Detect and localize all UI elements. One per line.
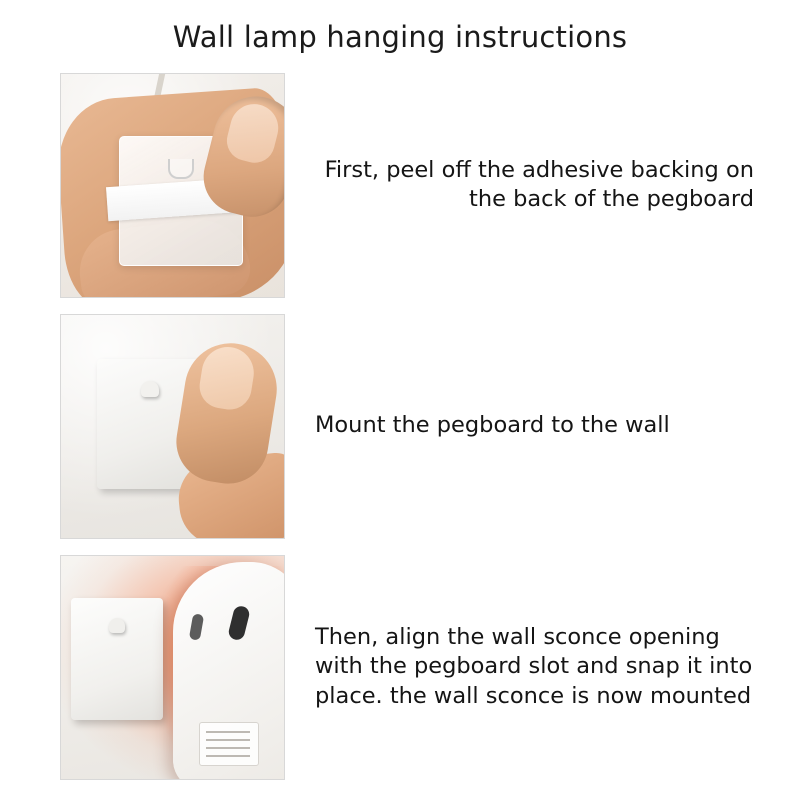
step-3-photo <box>60 555 285 780</box>
pegboard-shape <box>71 598 163 720</box>
step-1-photo <box>60 73 285 298</box>
steps-list <box>0 73 800 780</box>
pegboard-slot-shape <box>168 159 194 179</box>
sconce-label-shape <box>199 722 259 766</box>
step-2-photo <box>60 314 285 539</box>
step-1-caption: First, peel off the adhesive backing on the back of the pegboard <box>324 156 754 213</box>
step-2-caption: Mount the pegboard to the wall <box>315 412 670 439</box>
instruction-step-2 <box>0 314 800 539</box>
sconce-vent-shape <box>227 604 251 641</box>
pegboard-hook-shape <box>109 618 125 633</box>
instruction-step-1 <box>0 73 800 298</box>
step-3-caption: Then, align the wall sconce opening with the pegboard slot and snap it into place. the wall sconce is now mounted <box>315 623 753 710</box>
sconce-opening-shape <box>189 613 204 641</box>
instruction-step-3 <box>0 555 800 780</box>
pegboard-hook-shape <box>141 381 159 397</box>
wall-sconce-shape <box>173 562 285 780</box>
page-title: Wall lamp hanging instructions <box>172 20 628 54</box>
